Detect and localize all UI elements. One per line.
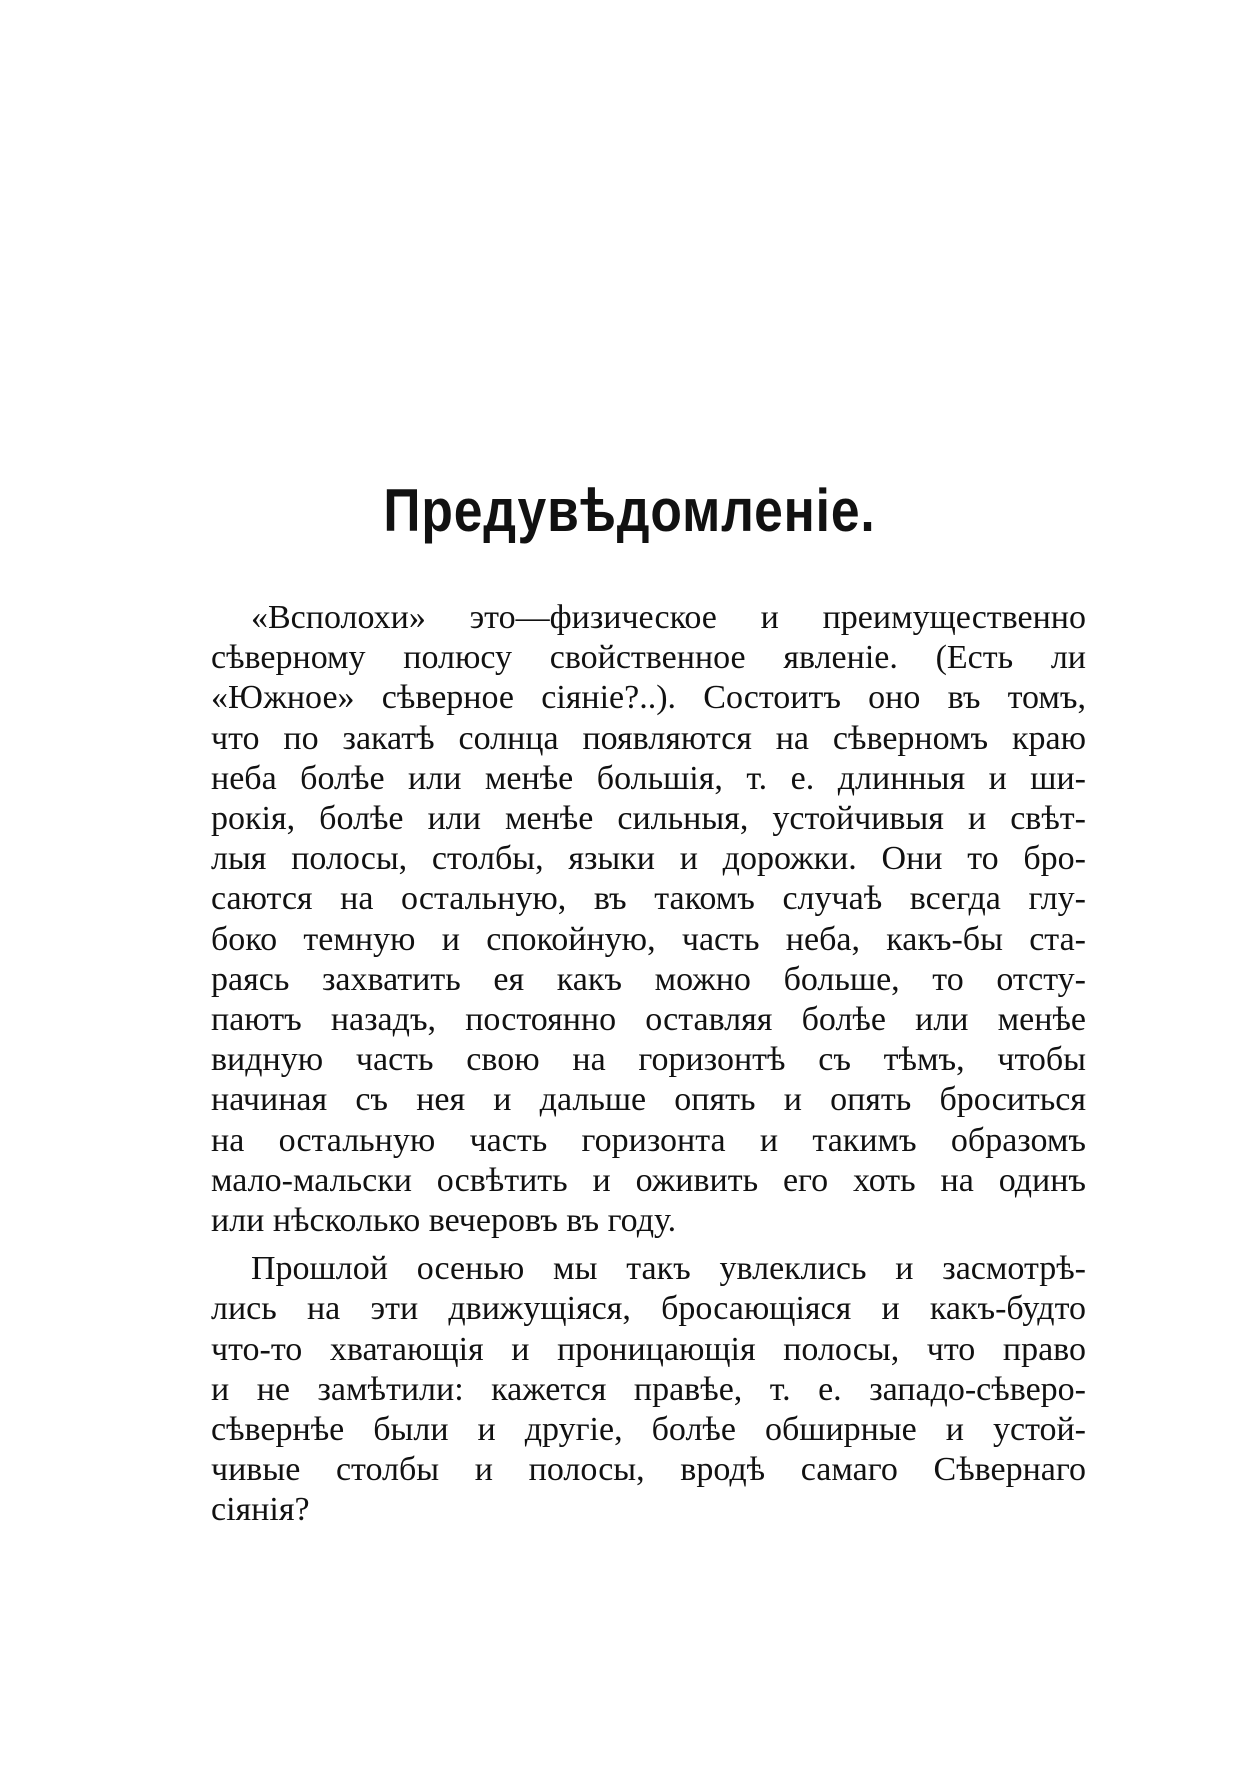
text-line: сѣвернѣе были и другіе, болѣе обширные и устой-	[211, 1411, 1086, 1449]
text-line: паютъ назадъ, постоянно оставляя болѣе или менѣе	[211, 1001, 1086, 1039]
text-line: сіянія?	[211, 1491, 310, 1529]
text-line: «Всполохи» это—физическое и преимущественно	[251, 599, 1086, 636]
text-line: на остальную часть горизонта и такимъ образомъ	[211, 1121, 1086, 1159]
text-line: боко темную и спокойную, часть неба, какъ-бы ста-	[211, 920, 1086, 958]
page-title: Предувѣдомленіе.	[383, 477, 876, 544]
body-text	[211, 598, 1086, 1531]
text-line: саются на остальную, въ такомъ случаѣ всегда глу-	[211, 880, 1086, 918]
text-line: что-то хватающія и проницающія полосы, что право	[211, 1330, 1086, 1368]
text-line: лись на эти движущіяся, бросающіяся и какъ-будто	[211, 1290, 1086, 1328]
text-line: рокія, болѣе или менѣе сильныя, устойчивыя и свѣт-	[211, 800, 1086, 838]
text-line: и не замѣтили: кажется правѣе, т. е. западо-сѣверо-	[211, 1370, 1086, 1408]
text-line: неба болѣе или менѣе большія, т. е. длинныя и ши-	[211, 759, 1086, 797]
text-line: раясь захватить ея какъ можно больше, то отсту-	[211, 960, 1086, 998]
text-line: начиная съ нея и дальше опять и опять броситься	[211, 1081, 1086, 1119]
text-line: сѣверному полюсу свойственное явленіе. (Есть ли	[211, 639, 1086, 677]
text-line: что по закатѣ солнца появляются на сѣверномъ краю	[211, 719, 1086, 757]
text-line: лыя полосы, столбы, языки и дорожки. Они то бро-	[211, 840, 1086, 878]
text-line: «Южное» сѣверное сіяніе?..). Состоитъ оно въ томъ,	[211, 679, 1086, 717]
text-line: Прошлой осенью мы такъ увлеклись и засмотрѣ-	[251, 1250, 1086, 1288]
paragraph-2	[211, 1249, 1086, 1530]
paragraph-1	[211, 598, 1086, 1241]
text-line: или нѣсколько вечеровъ въ году.	[211, 1202, 677, 1240]
text-line: мало-мальски освѣтить и оживить его хоть на одинъ	[211, 1161, 1086, 1199]
text-line: видную часть свою на горизонтѣ съ тѣмъ, чтобы	[211, 1041, 1086, 1079]
text-line: чивые столбы и полосы, вродѣ самаго Сѣвернаго	[211, 1451, 1086, 1489]
